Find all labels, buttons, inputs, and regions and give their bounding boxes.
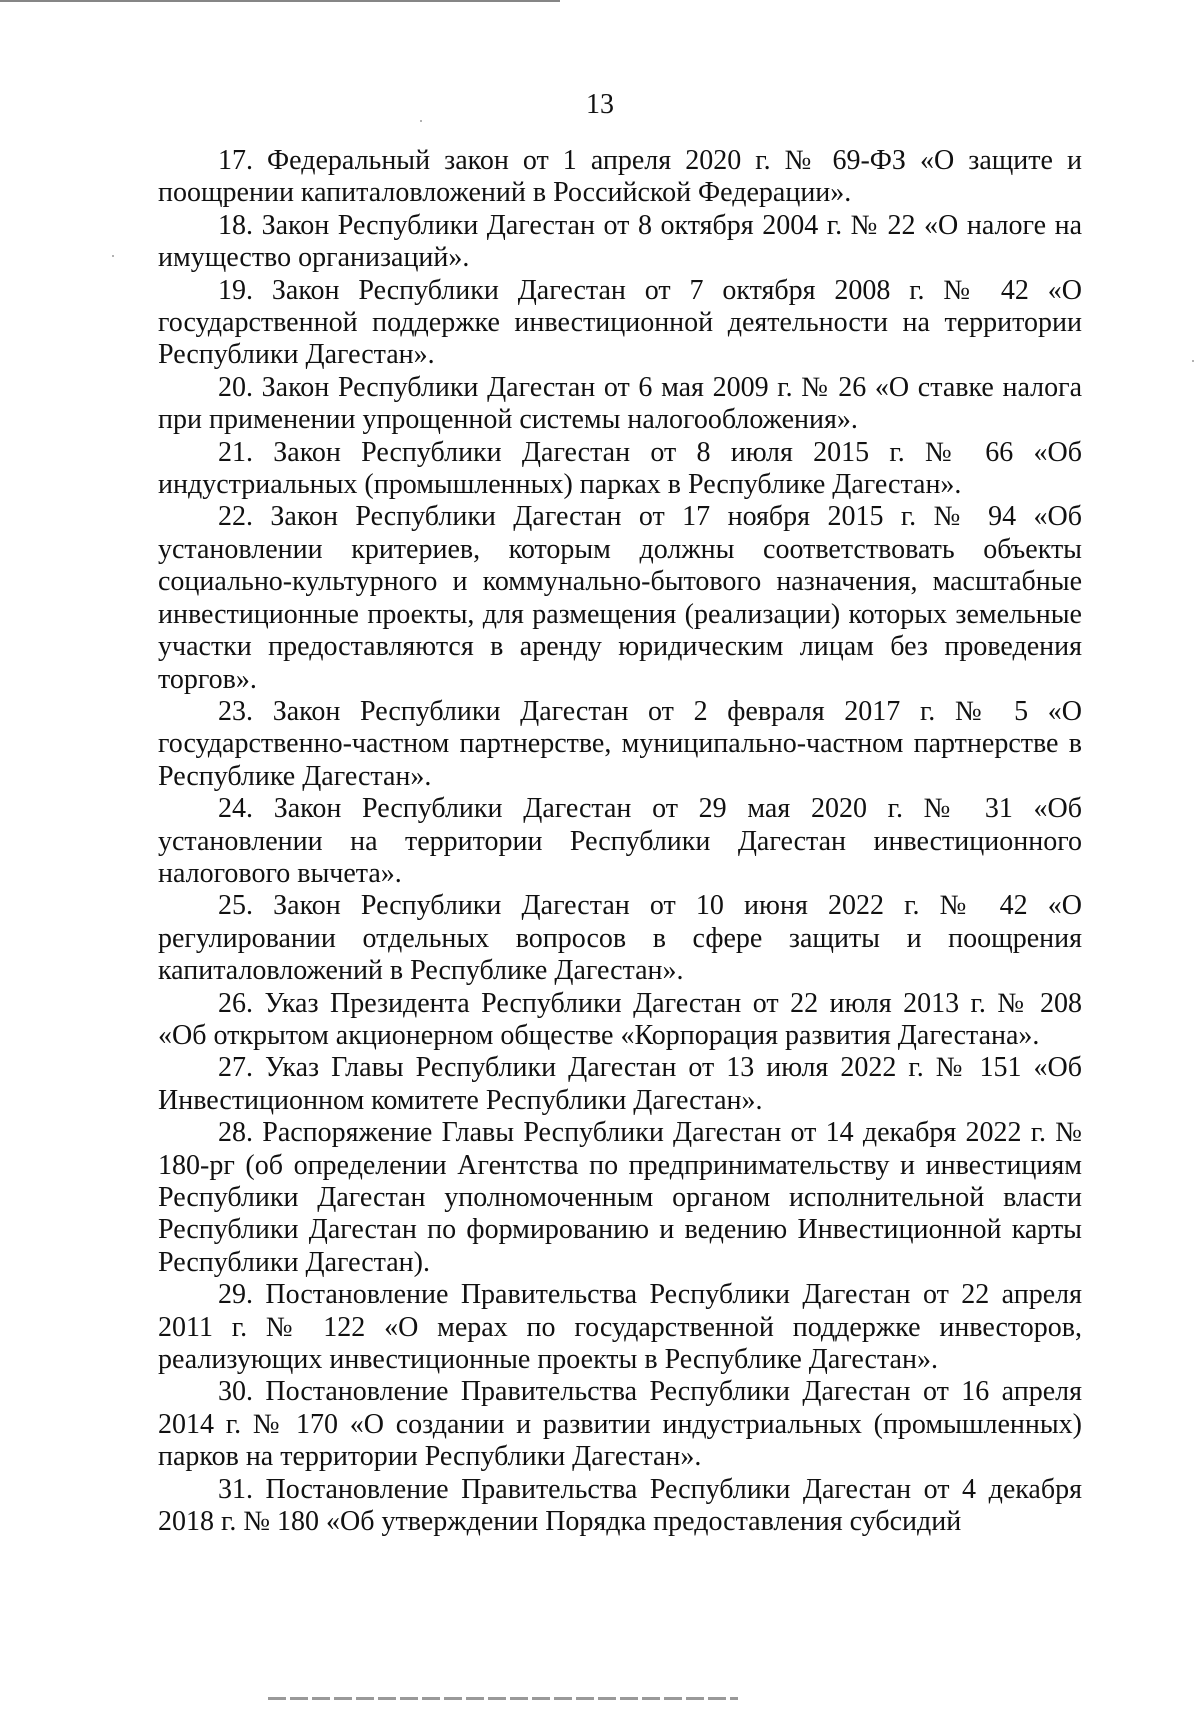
list-item: 27. Указ Главы Республики Дагестан от 13 июля 2022 г. № 151 «Об Инвестиционном комитете Республики Дагестан». — [158, 1052, 1082, 1116]
list-item: 28. Распоряжение Главы Республики Дагестан от 14 декабря 2022 г. № 180-рг (об определении Агентства по предпринимательству и инвестициям Республики Дагестан уполномоченным органом исполнительной власти Республики Дагестан по формированию и ведению Инвестиционной карты Республики Дагестан). — [158, 1117, 1082, 1278]
list-item: 23. Закон Республики Дагестан от 2 февраля 2017 г. № 5 «О государственно-частном партнерстве, муниципально-частном партнерстве в Республике Дагестан». — [158, 695, 1082, 792]
list-item: 21. Закон Республики Дагестан от 8 июля 2015 г. № 66 «Об индустриальных (промышленных) парках в Республике Дагестан». — [158, 436, 1082, 501]
scan-speck — [112, 255, 114, 257]
list-item: 17. Федеральный закон от 1 апреля 2020 г. № 69-ФЗ «О защите и поощрении капиталовложений в Российской Федерации». — [158, 145, 1082, 209]
list-item: 26. Указ Президента Республики Дагестан от 22 июля 2013 г. № 208 «Об открытом акционерном обществе «Корпорация развития Дагестана». — [158, 987, 1082, 1051]
scan-edge-bottom — [268, 1697, 738, 1700]
list-item: 18. Закон Республики Дагестан от 8 октября 2004 г. № 22 «О налоге на имущество организаций». — [158, 209, 1082, 274]
list-item: 22. Закон Республики Дагестан от 17 ноября 2015 г. № 94 «Об установлении критериев, которым должны соответствовать объекты социально-культурного и коммунально-бытового назначения, масштабные инвестиционные проекты, для размещения (реализации) которых земельные участки предоставляются в аренду юридическим лицам без проведения торгов». — [158, 501, 1082, 695]
list-item: 24. Закон Республики Дагестан от 29 мая 2020 г. № 31 «Об установлении на территории Республики Дагестан инвестиционного налогового вычета». — [158, 793, 1082, 889]
page-number: 13 — [586, 89, 614, 120]
scan-speck — [1192, 360, 1194, 362]
list-item: 20. Закон Республики Дагестан от 6 мая 2009 г. № 26 «О ставке налога при применении упрощенной системы налогообложения». — [158, 371, 1082, 436]
scan-edge-top — [0, 0, 560, 2]
list-item: 29. Постановление Правительства Республики Дагестан от 22 апреля 2011 г. № 122 «О мерах по государственной поддержке инвесторов, реализующих инвестиционные проекты в Республике Дагестан». — [158, 1279, 1082, 1376]
list-item: 25. Закон Республики Дагестан от 10 июня 2022 г. № 42 «О регулировании отдельных вопросов в сфере защиты и поощрения капиталовложений в Республике Дагестан». — [158, 890, 1082, 987]
document-body — [158, 145, 1082, 1538]
list-item: 30. Постановление Правительства Республики Дагестан от 16 апреля 2014 г. № 170 «О создании и развитии индустриальных (промышленных) парков на территории Республики Дагестан». — [158, 1376, 1082, 1473]
list-item: 31. Постановление Правительства Республики Дагестан от 4 декабря 2018 г. № 180 «Об утверждении Порядка предоставления субсидий — [158, 1473, 1082, 1538]
list-item: 19. Закон Республики Дагестан от 7 октября 2008 г. № 42 «О государственной поддержке инвестиционной деятельности на территории Республики Дагестан». — [158, 274, 1082, 371]
